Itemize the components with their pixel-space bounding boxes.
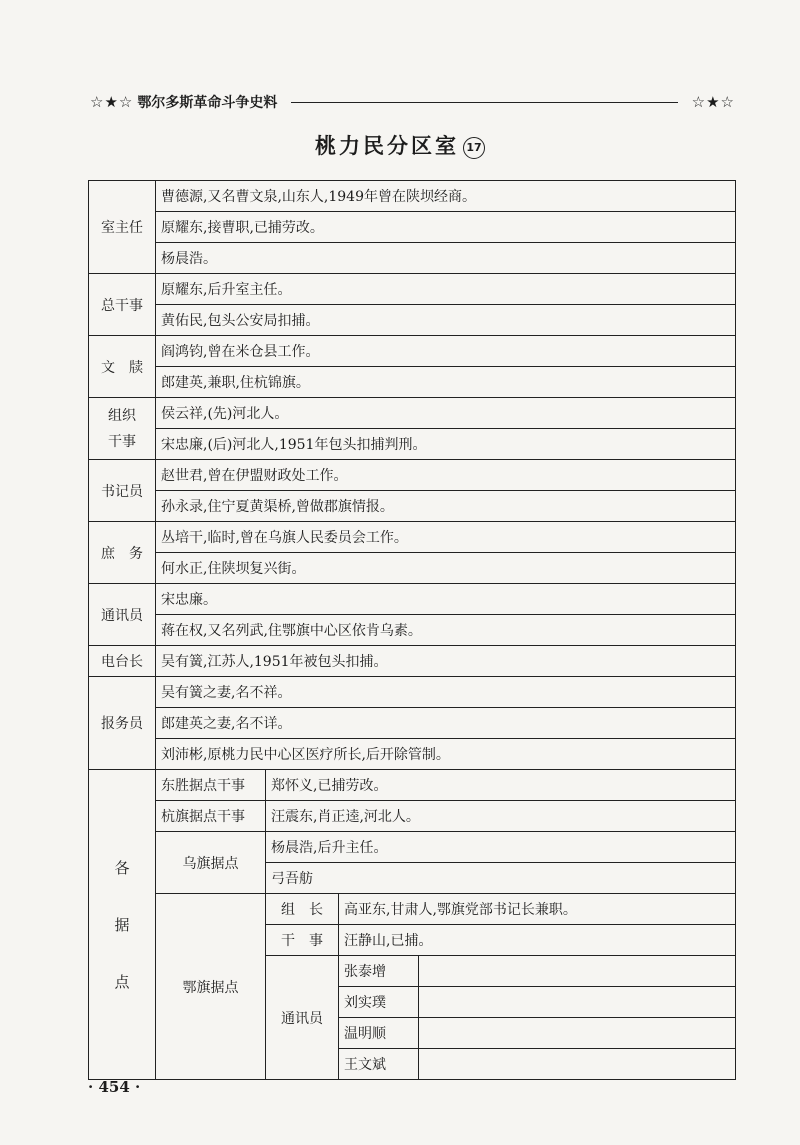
position-line: 干事	[108, 433, 136, 450]
entry-cell: 原耀东,后升室主任。	[156, 274, 736, 305]
table-row	[89, 243, 736, 274]
table-row	[89, 646, 736, 677]
outposts-label-char: 点	[114, 973, 130, 991]
table-row	[89, 212, 736, 243]
entry-cell: 郎建英之妻,名不详。	[156, 708, 736, 739]
entry-cell: 郑怀义,已捕劳改。	[266, 770, 736, 801]
table-row	[89, 522, 736, 553]
series-title: 鄂尔多斯革命斗争史料	[137, 95, 278, 111]
table-row	[89, 336, 736, 367]
table-row	[89, 708, 736, 739]
table-row	[89, 894, 736, 925]
position-cell: 通讯员	[89, 584, 156, 646]
position-line: 组织	[108, 407, 136, 424]
entry-cell: 蒋在权,又名列武,住鄂旗中心区依肯乌素。	[156, 615, 736, 646]
entry-cell: 丛培干,临时,曾在乌旗人民委员会工作。	[156, 522, 736, 553]
entry-cell: 原耀东,接曹职,已捕劳改。	[156, 212, 736, 243]
running-header	[90, 90, 735, 114]
position-cell: 报务员	[89, 677, 156, 770]
table-row	[89, 460, 736, 491]
entry-cell: 杨晨浩,后升主任。	[266, 832, 736, 863]
entry-cell: 阎鸿钧,曾在米仓县工作。	[156, 336, 736, 367]
outpost-label-cell: 杭旗据点干事	[156, 801, 266, 832]
table-row	[89, 553, 736, 584]
entry-cell: 郎建英,兼职,住杭锦旗。	[156, 367, 736, 398]
entry-cell: 汪静山,已捕。	[339, 925, 736, 956]
table-row	[89, 429, 736, 460]
entry-cell: 杨晨浩。	[156, 243, 736, 274]
page-title-text: 桃力民分区室	[315, 134, 459, 158]
outpost-label-cell: 乌旗据点	[156, 832, 266, 894]
stars-decoration-right: ☆★☆	[691, 93, 735, 111]
entry-cell: 汪震东,肖正逵,河北人。	[266, 801, 736, 832]
table-row	[89, 305, 736, 336]
name-cell: 刘实璞	[339, 987, 419, 1018]
position-cell: 庶 务	[89, 522, 156, 584]
position-cell: 室主任	[89, 181, 156, 274]
personnel-table	[88, 180, 736, 1080]
empty-cell	[419, 1018, 736, 1049]
entry-cell: 何水正,住陕坝复兴街。	[156, 553, 736, 584]
header-rule	[291, 102, 677, 103]
table-row	[89, 181, 736, 212]
position-cell: 文 牍	[89, 336, 156, 398]
role-cell: 通讯员	[266, 956, 339, 1080]
table-row	[89, 274, 736, 305]
outpost-label-cell: 东胜据点干事	[156, 770, 266, 801]
table-row	[89, 801, 736, 832]
entry-cell: 弓吾舫	[266, 863, 736, 894]
page-title-number-mark: 17	[463, 137, 485, 159]
entry-cell: 侯云祥,(先)河北人。	[156, 398, 736, 429]
name-cell: 张泰增	[339, 956, 419, 987]
entry-cell: 吴有簧,江苏人,1951年被包头扣捕。	[156, 646, 736, 677]
table-row	[89, 832, 736, 863]
position-cell	[89, 398, 156, 460]
entry-cell: 黄佑民,包头公安局扣捕。	[156, 305, 736, 336]
entry-cell: 高亚东,甘肃人,鄂旗党部书记长兼职。	[339, 894, 736, 925]
outpost-label-cell: 鄂旗据点	[156, 894, 266, 1080]
table-row	[89, 739, 736, 770]
table-row	[89, 398, 736, 429]
role-cell: 干 事	[266, 925, 339, 956]
entry-cell: 宋忠廉,(后)河北人,1951年包头扣捕判刑。	[156, 429, 736, 460]
entry-cell: 赵世君,曾在伊盟财政处工作。	[156, 460, 736, 491]
table-row	[89, 584, 736, 615]
empty-cell	[419, 1049, 736, 1080]
outposts-label-char: 据	[114, 916, 130, 934]
name-cell: 温明顺	[339, 1018, 419, 1049]
outposts-label-char: 各	[114, 859, 130, 877]
entry-cell: 孙永录,住宁夏黄渠桥,曾做郡旗情报。	[156, 491, 736, 522]
page-number: · 454 ·	[88, 1078, 141, 1096]
entry-cell: 宋忠廉。	[156, 584, 736, 615]
entry-cell: 吴有簧之妻,名不祥。	[156, 677, 736, 708]
table-row	[89, 677, 736, 708]
position-cell: 书记员	[89, 460, 156, 522]
position-cell: 电台长	[89, 646, 156, 677]
empty-cell	[419, 956, 736, 987]
entry-cell: 刘沛彬,原桃力民中心区医疗所长,后开除管制。	[156, 739, 736, 770]
table-row	[89, 770, 736, 801]
table-row	[89, 615, 736, 646]
role-cell: 组 长	[266, 894, 339, 925]
entry-cell: 曹德源,又名曹文泉,山东人,1949年曾在陕坝经商。	[156, 181, 736, 212]
table-row	[89, 367, 736, 398]
page-title	[0, 130, 800, 160]
stars-decoration-left: ☆★☆	[90, 93, 134, 111]
name-cell: 王文斌	[339, 1049, 419, 1080]
empty-cell	[419, 987, 736, 1018]
table-row	[89, 491, 736, 522]
position-cell: 总干事	[89, 274, 156, 336]
outposts-label-cell	[89, 770, 156, 1080]
